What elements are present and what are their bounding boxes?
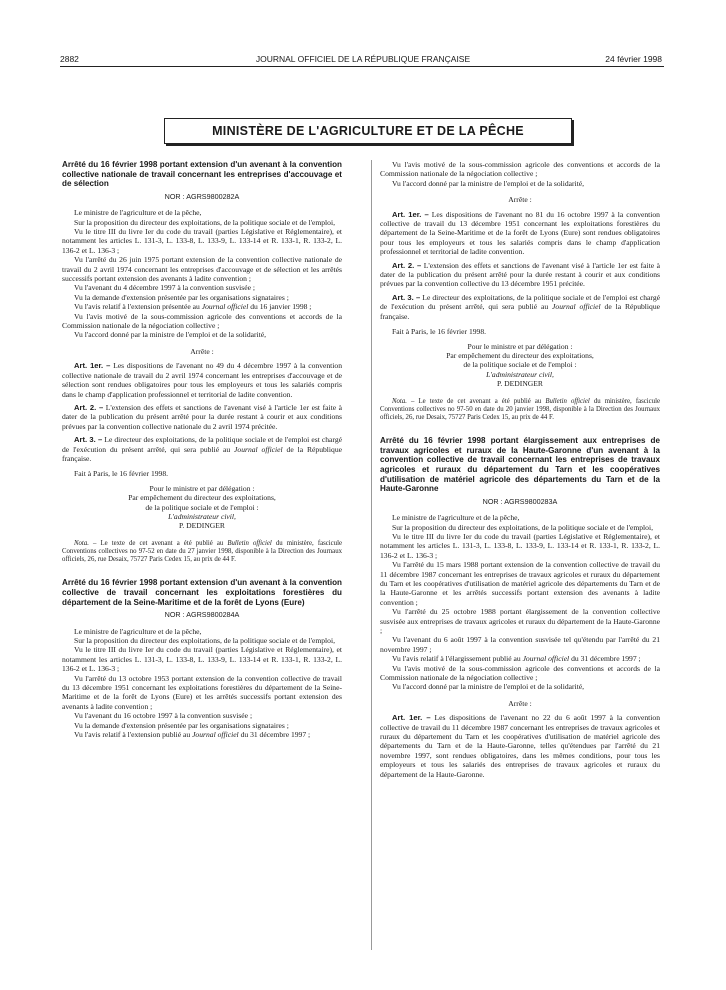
visa-paragraph: Vu la demande d'extension présentée par les organisations signataires ; <box>74 720 289 730</box>
visa-paragraph: Vu le titre III du livre Ier du code du travail (parties Législative et Réglementaire), et notamment les articles L. 131-3, L. 133-8, L. 133-9, L. 133-14 et R. 133-1, R. 133-2, L. 136-2 et L. 136-3 ; <box>62 227 342 255</box>
header-rule <box>60 66 664 67</box>
article-label: Art. 3. – <box>74 435 103 445</box>
arrete-accouvage <box>62 160 342 564</box>
visa-paragraph: Sur la proposition du directeur des exploitations, de la politique sociale et de l'emploi, <box>392 522 653 532</box>
signatory-title: L'administrateur civil, <box>486 369 554 379</box>
article-3 <box>380 293 660 321</box>
section-gap <box>62 564 342 578</box>
done-at: Fait à Paris, le 16 février 1998. <box>74 469 169 479</box>
article-text: Les dispositions de l'avenant no 81 du 16 octobre 1997 à la convention collective de travail du 13 décembre 1951 concernant les exploitations forestières du département de la Seine-Maritime et de la forêt de Lyons (Eure) sont rendues obligatoires pour tous les employeurs et tous les salariés compris dans le champ d'application professionnel et territorial de ladite convention. <box>380 209 660 257</box>
signature-line: de la politique sociale et de l'emploi : <box>145 502 259 512</box>
visa-paragraph: Vu l'accord donné par la ministre de l'emploi et de la solidarité, <box>392 178 585 188</box>
article-label: Art. 2. – <box>74 402 104 412</box>
article-text: Le directeur des exploitations, de la politique sociale et de l'emploi est chargé de l'exécution du présent arrêté, qui sera publié au <box>380 292 660 312</box>
article-2 <box>62 403 342 431</box>
nor-reference: NOR : AGRS9800284A <box>164 610 240 620</box>
article-text: de la République française. <box>380 302 660 321</box>
left-column <box>62 160 342 739</box>
nota-label: Nota. <box>74 539 89 547</box>
visa-paragraph: Sur la proposition du directeur des exploitations, de la politique sociale et de l'emploi, <box>74 217 335 227</box>
article-text: de la République française. <box>62 444 342 463</box>
journal-reference: Journal officiel <box>201 302 249 312</box>
signatory-name: P. DEDINGER <box>497 379 543 389</box>
text-run: du 31 décembre 1997 ; <box>238 730 311 740</box>
journal-reference: Journal officiel <box>234 444 283 454</box>
visa-paragraph: Vu l'arrêté du 13 octobre 1953 portant extension de la convention collective de travail du 13 décembre 1951 concernant les exploitations forestières du département de la Seine-Maritime et de la forêt de Lyons (Eure) et les arrêtés successifs portant extension des avenants à ladite convention ; <box>62 673 342 711</box>
visa-paragraph: Vu l'arrêté du 26 juin 1975 portant extension de la convention collective nationale de travail du 2 avril 1974 concernant les entreprises d'accouvage et de sélection et les arrêtés successifs portant extension des avenants à ladite convention ; <box>62 255 342 284</box>
article-2 <box>380 261 660 289</box>
signature-block <box>380 342 660 389</box>
visa-paragraph: Vu l'avis motivé de la sous-commission agricole des conventions et accords de la Commission nationale de la négociation collective ; <box>380 160 660 179</box>
bulletin-reference: Bulletin officiel <box>227 539 272 547</box>
article-text: L'extension des effets et sanctions de l'avenant visé à l'article 1er est faite à dater de la publication du présent arrêté pour la durée restant à courir et aux conditions prévues par la convention collective du 13 décembre 1951 précitée. <box>380 260 661 289</box>
visa-paragraph: Vu l'avenant du 6 août 1997 à la convention susvisée tel qu'étendu par l'arrêté du 21 novembre 1997 ; <box>380 635 660 654</box>
article-text: Les dispositions de l'avenant no 49 du 4 décembre 1997 à la convention collective nationale de travail du 2 avril 1974 concernant les entreprises d'accouvage et de sélection sont rendues obligatoires pour tous les employeurs et tous les salariés compris dans le champ d'application professionnel et territorial de ladite convention. <box>62 361 342 399</box>
article-label: Art. 1er. – <box>392 713 431 723</box>
visa-paragraph: Vu l'avis motivé de la sous-commission agricole des conventions et accords de la Commission nationale de la négociation collective ; <box>62 311 342 331</box>
text-run: Vu l'avis relatif à l'extension présentée au <box>74 302 202 312</box>
visa-paragraph <box>62 730 342 739</box>
signature-line: Par empêchement du directeur des exploitations, <box>128 493 276 503</box>
note-text: du ministère, fascicule Conventions collectives no 97-52 en date du 27 janvier 1998, disponible à la Direction des Journaux officiels, 26, rue Desaix, 75727 Paris Cedex 15, au prix de 44 F. <box>62 539 342 564</box>
signature-block <box>62 484 342 531</box>
issue-date: 24 février 1998 <box>605 54 662 64</box>
visa-paragraph: Sur la proposition du directeur des exploitations, de la politique sociale et de l'emploi, <box>74 635 335 645</box>
visa-paragraph: Vu l'avenant du 16 octobre 1997 à la convention susvisée ; <box>74 711 253 721</box>
signature-line: de la politique sociale et de l'emploi : <box>463 360 577 370</box>
article-1 <box>380 210 660 257</box>
ministry-heading-box <box>164 118 572 144</box>
note-text: – Le texte de cet avenant a été publié au <box>88 539 228 547</box>
arrete-seine-maritime-continued <box>380 160 660 422</box>
visa-paragraph: Vu l'accord donné par la ministre de l'emploi et de la solidarité, <box>74 330 267 340</box>
nota-label: Nota. <box>392 397 407 405</box>
note-text: du ministère, fascicule Conventions collectives no 97-50 en date du 20 janvier 1998, disponible à la Direction des Journaux officiels, 26, rue Desaix, 75727 Paris Cedex 15, au prix de 44 F. <box>380 397 660 421</box>
article-text: L'extension des effets et sanctions de l'avenant visé à l'article 1er est faite à dater de la publication du présent arrêté pour la durée restant à courir et aux conditions prévues par la convention collective nationale du 2 avril 1974 précitée. <box>62 402 343 431</box>
visa-paragraph: Vu l'accord donné par la ministre de l'emploi et de la solidarité, <box>392 682 585 692</box>
note-text: – Le texte de cet avenant a été publié au <box>406 397 546 405</box>
text-run: du 31 décembre 1997 ; <box>569 654 641 664</box>
visa-paragraph: Vu le titre III du livre Ier du code du travail (parties Législative et Réglementaire), et notamment les articles L. 131-3, L. 133-8, L. 133-9, L. 133-14 et R. 133-1, R. 133-2, L. 136-2 et L. 136-3 ; <box>380 531 660 560</box>
nor-reference: NOR : AGRS9800283A <box>482 496 558 506</box>
arrete-title: Arrêté du 16 février 1998 portant élargissement aux entreprises de travaux agricoles et ruraux de la Haute-Garonne d'un avenant à la convention collective de travail concernant les entreprises de travaux agricoles et ruraux du département du Tarn et les coopératives d'utilisation de matériel agricole des départements du Tarn et de la Haute-Garonne <box>380 436 660 494</box>
visa-paragraph <box>380 654 660 663</box>
nota-note <box>62 540 342 565</box>
arrete-haute-garonne <box>380 436 660 779</box>
column-divider <box>371 160 372 950</box>
visa-paragraph: Vu l'arrêté du 15 mars 1988 portant extension de la convention collective de travail du 11 décembre 1987 concernant les entreprises de travaux agricoles et ruraux du département du Tarn et les coopératives d'utilisation de matériel agricole des départements du Tarn et de la Haute-Garonne et les arrêtés successifs portant extension des avenants à ladite convention ; <box>380 560 660 607</box>
journal-title: JOURNAL OFFICIEL DE LA RÉPUBLIQUE FRANÇAISE <box>255 54 471 64</box>
visa-paragraph: Vu la demande d'extension présentée par les organisations signataires ; <box>74 292 289 302</box>
done-at: Fait à Paris, le 16 février 1998. <box>392 327 487 337</box>
visa-paragraph: Le ministre de l'agriculture et de la pêche, <box>74 208 202 218</box>
visa-paragraph: Vu le titre III du livre Ier du code du travail (parties Législative et Réglementaire), et notamment les articles L. 131-3, L. 133-8, L. 133-9, L. 133-14 et R. 133-1, R. 133-2, L. 136-2 et L. 136-3 ; <box>62 645 342 674</box>
visa-paragraph <box>62 302 342 311</box>
arrete-label: Arrête : <box>508 698 532 708</box>
article-text: Les dispositions de l'avenant no 22 du 6 août 1997 à la convention collective de travail du 11 décembre 1987 concernant les entreprises de travaux agricoles et ruraux du département du Tarn et les coopératives d'utilisation de matériel agricole des départements du Tarn et de la Haute-Garonne, telles qu'étendues par l'arrêté du 21 novembre 1997, sont rendues obligatoires, dans les mêmes conditions, pour tous les employeurs et tous les salariés des entreprises de travaux agricoles et ruraux du département de la Haute-Garonne. <box>380 713 660 779</box>
arrete-label: Arrête : <box>190 346 214 356</box>
article-3 <box>62 435 342 463</box>
arrete-title: Arrêté du 16 février 1998 portant extension d'un avenant à la convention collective nationale de travail concernant les entreprises d'accouvage et de sélection <box>62 160 342 189</box>
arrete-title: Arrêté du 16 février 1998 portant extension d'un avenant à la convention collective de travail concernant les exploitations forestières du département de la Seine-Maritime et de la forêt de Lyons (Eure) <box>62 578 342 607</box>
text-run: Vu l'avis relatif à l'extension publié au <box>74 730 193 740</box>
signature-line: Pour le ministre et par délégation : <box>467 341 573 351</box>
article-label: Art. 1er. – <box>74 361 111 371</box>
right-column <box>380 160 660 783</box>
signatory-title: L'administrateur civil, <box>168 511 236 521</box>
journal-reference: Journal officiel <box>192 730 239 740</box>
arrete-seine-maritime <box>62 578 342 739</box>
page-number: 2882 <box>60 54 79 64</box>
article-1 <box>62 361 342 399</box>
visa-paragraph: Vu l'avenant du 4 décembre 1997 à la convention susvisée ; <box>74 283 256 293</box>
bulletin-reference: Bulletin officiel <box>545 397 590 405</box>
signature-line: Par empêchement du directeur des exploitations, <box>446 350 594 360</box>
visa-paragraph: Vu l'avis motivé de la sous-commission agricole des conventions et accords de la Commission nationale de la négociation collective ; <box>380 663 660 683</box>
nor-reference: NOR : AGRS9800282A <box>164 191 240 201</box>
arrete-label: Arrête : <box>508 195 532 205</box>
signatory-name: P. DEDINGER <box>179 521 225 531</box>
text-run: Vu l'avis relatif à l'élargissement publié au <box>392 654 523 664</box>
text-run: du 16 janvier 1998 ; <box>248 302 312 312</box>
nota-note <box>380 398 660 423</box>
visa-paragraph: Le ministre de l'agriculture et de la pêche, <box>74 626 202 636</box>
article-label: Art. 2. – <box>392 260 422 270</box>
article-1 <box>380 713 660 779</box>
visa-paragraph: Le ministre de l'agriculture et de la pêche, <box>392 513 520 523</box>
article-label: Art. 3. – <box>392 292 421 302</box>
signature-line: Pour le ministre et par délégation : <box>149 483 255 493</box>
journal-reference: Journal officiel <box>552 302 601 312</box>
article-text: Le directeur des exploitations, de la politique sociale et de l'emploi est chargé de l'exécution du présent arrêté, qui sera publié au <box>62 435 342 454</box>
section-gap <box>380 422 660 436</box>
ministry-heading: MINISTÈRE DE L'AGRICULTURE ET DE LA PÊCHE <box>212 124 524 138</box>
journal-reference: Journal officiel <box>522 654 570 664</box>
visa-paragraph: Vu l'arrêté du 25 octobre 1988 portant élargissement de la convention collective susvisée aux entreprises de travaux agricoles et ruraux du département de la Haute-Garonne ; <box>380 607 660 635</box>
article-label: Art. 1er. – <box>392 209 429 219</box>
